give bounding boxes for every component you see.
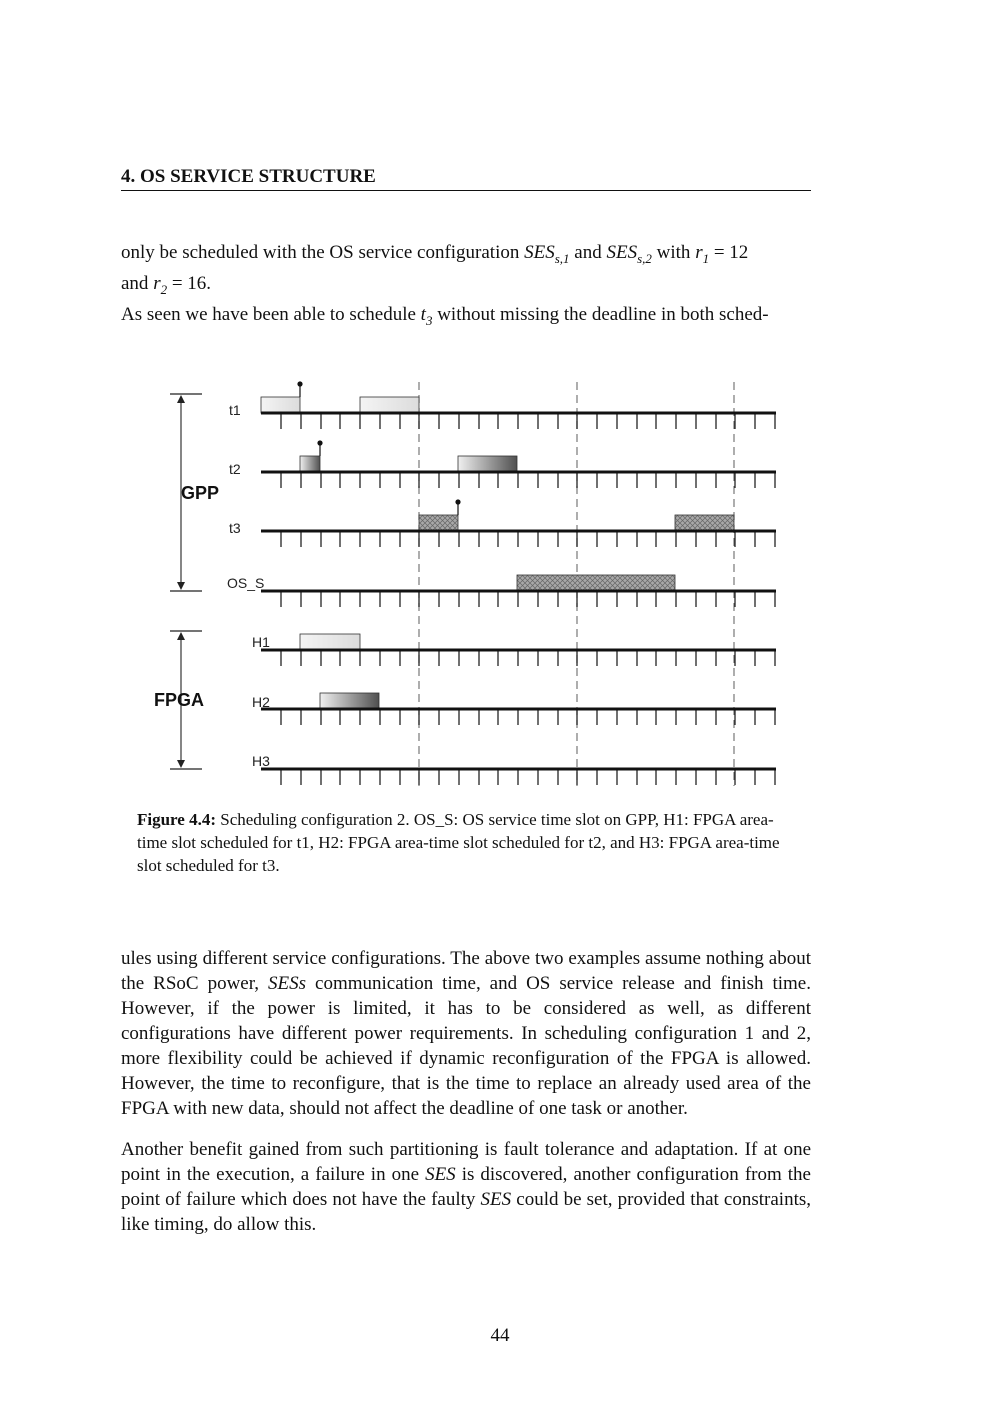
timeline-diagram xyxy=(150,378,790,793)
body-text: could be set, provided that constraints, like timing, do allow this. xyxy=(121,1189,811,1235)
caption-text: Scheduling configuration 2. OS_S: OS service time slot on GPP, H1: FPGA area-time slot scheduled for t1, H2: FPGA area-time slot scheduled for t2, and H3: FPGA area-time slot scheduled for t3. xyxy=(137,810,780,875)
math-r: r xyxy=(695,242,703,263)
time-slot-bar xyxy=(458,456,517,472)
gpp-bracket-arrow xyxy=(177,582,185,590)
row-label-t3: t3 xyxy=(229,520,241,536)
math-ses: SES xyxy=(425,1164,456,1185)
group-label-gpp: GPP xyxy=(181,483,220,503)
time-slot-bar xyxy=(300,456,320,472)
intro-text: with xyxy=(651,242,696,263)
math-r: r xyxy=(153,272,161,294)
time-slot-bar xyxy=(675,515,734,531)
math-value: = 16. xyxy=(167,272,212,294)
gpp-bracket-arrow xyxy=(177,395,185,403)
body-text: is discovered, another configuration from the point of failure which does not have the faulty xyxy=(121,1164,811,1210)
body-text: Another benefit gained from such partitioning is fault tolerance and adaptation. If at one point in the execution, a failure in one xyxy=(121,1139,811,1185)
chapter-header: 4. OS SERVICE STRUCTURE xyxy=(121,166,811,191)
math-sub: 1 xyxy=(702,250,710,266)
intro-text: without missing the deadline in both sched- xyxy=(432,303,769,325)
row-label-t1: t1 xyxy=(229,402,241,418)
body-paragraph-2 xyxy=(121,1137,811,1237)
deadline-pin-head xyxy=(455,499,460,504)
scheduling-figure xyxy=(150,378,790,793)
page-number: 44 xyxy=(490,1325,510,1346)
intro-text: and xyxy=(569,242,607,263)
group-label-fpga: FPGA xyxy=(154,690,205,710)
row-label-t2: t2 xyxy=(229,461,241,477)
time-slot-bar xyxy=(517,575,675,591)
deadline-pin-head xyxy=(317,440,322,445)
math-sub: 3 xyxy=(425,312,433,328)
math-sub: s,2 xyxy=(637,250,652,266)
time-slot-bar xyxy=(261,397,300,413)
time-slot-bar xyxy=(419,515,458,531)
math-ses: SESs xyxy=(268,973,307,994)
math-sub: 2 xyxy=(160,281,168,297)
row-label-h3: H3 xyxy=(252,753,270,769)
body-paragraph-1 xyxy=(121,946,811,1121)
math-sub: s,1 xyxy=(554,250,570,266)
math-value: = 12 xyxy=(709,242,749,263)
caption-label: Figure 4.4: xyxy=(137,810,217,829)
body-text: ules using different service configurations. The above two examples assume nothing about the RSoC power, xyxy=(121,948,811,994)
math-ses: SES xyxy=(606,242,638,263)
time-slot-bar xyxy=(360,397,419,413)
time-slot-bar xyxy=(320,693,379,709)
row-label-h1: H1 xyxy=(252,634,270,650)
intro-text: only be scheduled with the OS service configuration xyxy=(121,242,525,263)
intro-paragraph xyxy=(121,240,811,332)
intro-text: As seen we have been able to schedule xyxy=(121,303,421,325)
math-ses: SES xyxy=(524,242,555,263)
time-slot-bar xyxy=(300,634,360,650)
deadline-pin-head xyxy=(297,381,302,386)
math-t: t xyxy=(420,303,426,325)
math-ses: SES xyxy=(480,1189,512,1210)
body-text: communication time, and OS service release and finish time. However, if the power is limited, it has to be considered as well, as different configurations have different power requirements. In scheduling configuration 1 and 2, more flexibility could be achieved if dynamic reconfiguration of the FPGA is allowed. However, the time to reconfigure, that is the time to replace an already used area of the FPGA with new data, should not affect the deadline of one task or another. xyxy=(121,973,811,1119)
intro-text: and xyxy=(121,272,154,294)
figure-caption xyxy=(137,808,797,877)
row-label-os-s: OS_S xyxy=(227,575,265,591)
fpga-bracket-arrow xyxy=(177,632,185,640)
fpga-bracket-arrow xyxy=(177,760,185,768)
row-label-h2: H2 xyxy=(252,694,270,710)
